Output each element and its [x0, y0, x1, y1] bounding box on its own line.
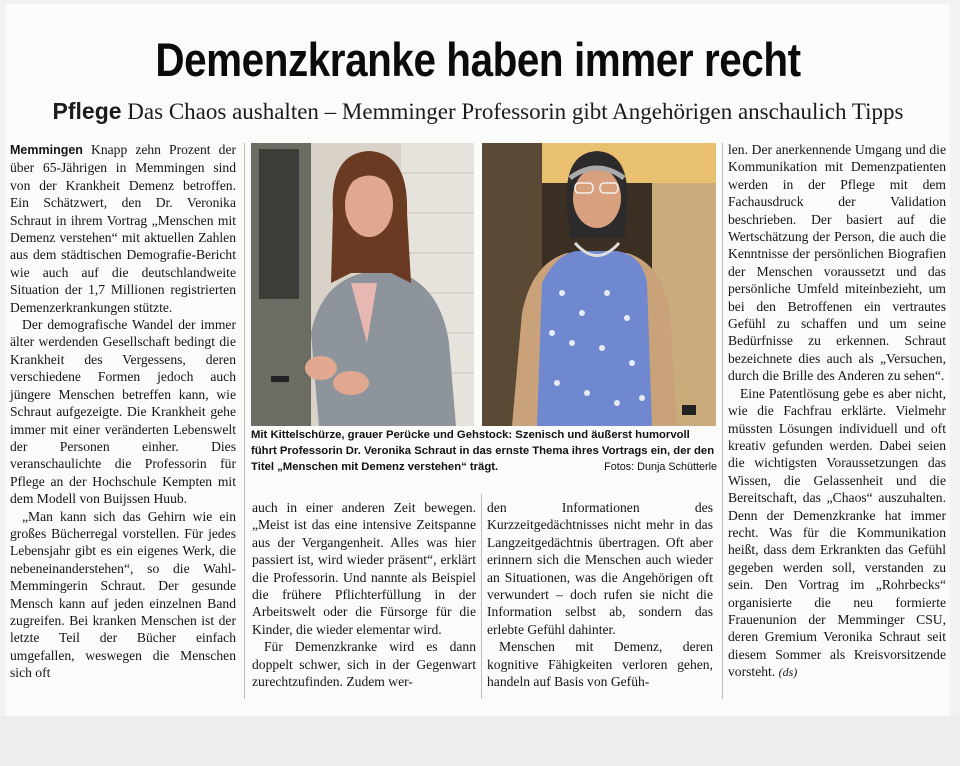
paragraph: len. Der anerkennende Umgang und die Kommunikation mit Demenzpatienten werden in der Pflege mit dem Fachausdruck der Validation beschrieben. Der basiert auf die Wertschätzung der Person, die auch die Kenntnisse der persönlichen Biografien der Menschen voraussetzt und das persönliche Umfeld miteinbezieht, um bei den Betroffenen ein vertrautes Gefühl zu schaffen und um seine Bedürfnisse zu erkennen. Schraut bezeichnete dies auch als „Versuchen, durch die Brille des Anderen zu sehen“. [728, 142, 946, 384]
speaker-photo-portrait-icon [251, 143, 474, 426]
kicker: Pflege [52, 98, 122, 124]
lead-text: Knapp zehn Prozent der über 65-Jährigen in Memmingen sind von der Krankheit Demenz betroffen. Ein Schätzwert, den Dr. Veronika Schraut in ihrem Vortrag „Menschen mit Demenz verstehen“ mit aktuellen Zahlen aus dem städtischen Demografie-Bericht wie auch auf die deutschlandweite Situation der 1,7 Millionen registrierten Demenzerkrankungen stützte. [10, 142, 236, 315]
subheadline [6, 96, 950, 127]
photo-credit: Fotos: Dunja Schütterle [604, 461, 717, 473]
column-3 [487, 499, 713, 690]
photo-right [482, 143, 716, 426]
paragraph: Für Demenzkranke wird es dann doppelt schwer, sich in der Gegenwart zurechtzufinden. Zudem wer- [252, 639, 476, 690]
newspaper-clipping [6, 4, 950, 716]
column-rule [244, 143, 245, 699]
author-initials: (ds) [778, 665, 798, 680]
column-1 [10, 141, 236, 682]
paragraph: auch in einer anderen Zeit bewegen. „Meist ist das eine intensive Zeitspanne aus der Vergangenheit. Alles was hier passiert ist, wird wieder präsent“, erklärt die Professorin. Und nannte als Beispiel die frühere Pflichterfüllung in der Arbeitswelt oder die Fürsorge für die Kinder, die wieder elementar wird. [252, 500, 476, 637]
dateline: Memmingen [10, 143, 83, 157]
lead-paragraph [10, 141, 236, 316]
speaker-photo-costume-icon [482, 143, 716, 426]
headline: Demenzkranke haben immer recht [155, 33, 801, 86]
column-4 [728, 141, 946, 682]
paragraph: den Informationen des Kurzzeitgedächtnisses nicht mehr in das Langzeitgedächtnis übertragen. Oft aber erinnern sich die Menschen auch wieder an Situationen, was die Angehörigen oft verwundert – doch rufen sie nicht die Information selbst ab, sondern das erlebte Gefühl dahinter. [487, 500, 713, 637]
photo-left [251, 143, 474, 426]
paragraph: Der demografische Wandel der immer älter werdenden Gesellschaft bedingt die Krankheit des Vergessens, deren verschiedene Formen jedoch auch jüngere Menschen betreffen kann, wie Schraut aufgezeigte. Die Krankheit gehe immer mit einer veränderten Lebenswelt der Personen einher. Dies veranschaulichte die Professorin für Pflege an der Hochschule Kempten mit dem Modell von Buijssen Huub. [10, 317, 236, 507]
paragraph [728, 385, 946, 682]
paragraph: Menschen mit Demenz, deren kognitive Fähigkeiten verloren gehen, handeln auf Basis von Gefüh- [487, 639, 713, 690]
column-rule [481, 494, 482, 699]
subheadline-text: Das Chaos aushalten – Memminger Professorin gibt Angehörigen anschaulich Tipps [127, 99, 904, 124]
photo-caption [251, 427, 717, 475]
footer-strip [0, 716, 960, 766]
column-2 [252, 499, 476, 690]
paragraph-text: Eine Patentlösung gebe es aber nicht, wie die Fachfrau erklärte. Vielmehr müssten Lösungen individuell und oft kreativ gefunden werden. Dabei seien die wichtigsten Voraussetzungen das Wissen, die Gelassenheit und die Bereitschaft, das „Chaos“ auszuhalten. Denn der Demenzkranke hat immer recht. Was für die Kommunikation heißt, dass dem Erkrankten das Gefühl gegeben werden soll, verstanden zu sein. Den Vortrag im „Rohrbecks“ organisierte die neu formierte Frauenunion der Memminger CSU, deren Gremium Veronika Schraut seit diesem Sommer als Kreisvorsitzende vorsteht. [728, 385, 946, 680]
paragraph: „Man kann sich das Gehirn wie ein großes Bücherregal vorstellen. Für jedes Lebensjahr gibt es ein eigenes Werk, die nebeneinanderstehen“, so die Wahl-Memmingerin Schraut. Der gesunde Mensch kann auf jeden einzelnen Band zugreifen. Bei kranken Menschen ist der letzte Teil der Bücher einfach umgefallen, weswegen die Menschen sich oft [10, 508, 236, 681]
caption-text: Mit Kittelschürze, grauer Perücke und Gehstock: Szenisch und äußerst humorvoll führt Professorin Dr. Veronika Schraut in das ernste Thema ihres Vortrags ein, der den Titel „Menschen mit Demenz verstehen“ trägt. [251, 429, 715, 473]
column-rule [722, 143, 723, 699]
